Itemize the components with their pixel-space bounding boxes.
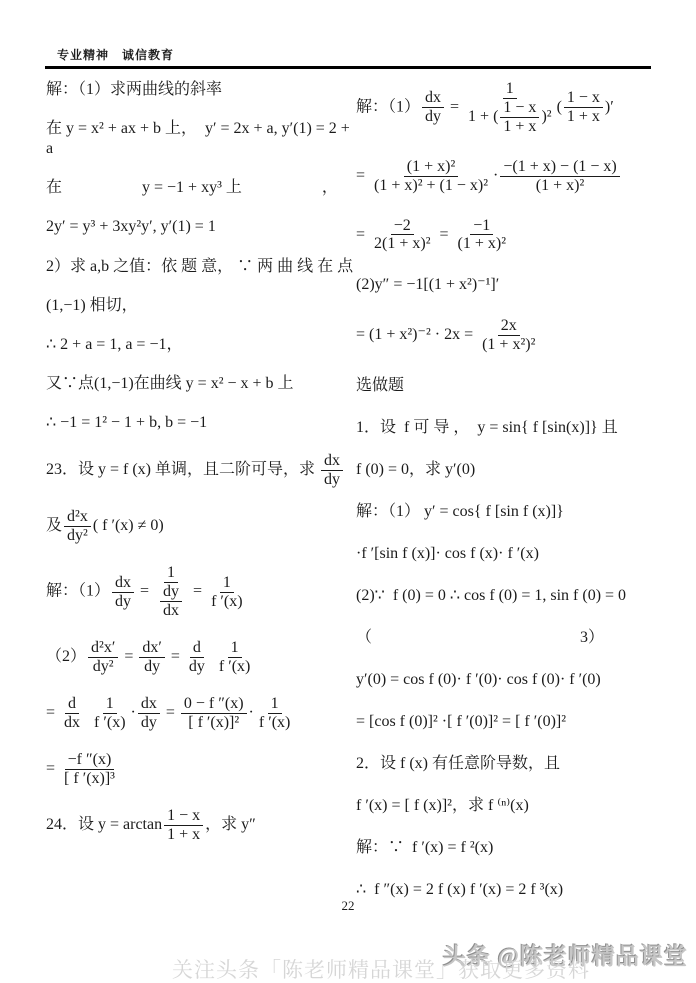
watermark-badge: 头条 @陈老师精品课堂 [442, 944, 688, 969]
fraction: $\frac{1 - x}{1 + x}$ [500, 99, 539, 136]
fraction: $\frac{\text{d²x}}{\text{dy²}}$ [64, 508, 91, 545]
math-line: 2y′ = y³ + 3xy²y′, y′(1) = 1 [46, 218, 216, 236]
math-line: 24．设 y = arctan $\frac{1 - x}{1 + x}$ ，求 y″ [46, 807, 256, 844]
math-line: （2） $\frac{\text{d²x′}}{\text{dy²}}$ = $\frac{dx'}{dy}$ = $\frac{d}{dy}$ $\frac{1}{f '(x)}$ [46, 639, 354, 676]
fraction: $\frac{dx}{dy}$ [422, 89, 444, 126]
math-line: = $\frac{d}{dx}$ $\frac{1}{f '(x)}$ · $\frac{dx}{dy}$ = $\frac{0 - f ''(x)}{\text{[ f ′(x)]²}}$ · $\frac{1}{f '(x)}$ [46, 695, 354, 732]
fraction: $\frac{1 - x}{1 + x}$ [564, 89, 603, 126]
fraction: $\frac{dx}{dy}$ [112, 574, 134, 611]
math-line: 1．设 f 可 导 ， y = sin{ f [sin(x)]} 且 [356, 419, 618, 437]
fraction: $\frac{-(1 + x) - (1 - x)}{\text{(1 + x)²}}$ [500, 158, 619, 195]
math-line: = $\frac{\text{(1 + x)²}}{\text{(1 + x)² + (1 − x)²}}$ · $\frac{-(1 + x) - (1 - x)}{\text{(1 + x)²}}$ [356, 158, 682, 195]
math-line: 解：（1） y′ = cos{ f [sin f (x)]} [356, 503, 564, 521]
math-line: 解：∵ f ′(x) = f ²(x) [356, 838, 494, 856]
math-line: ∴ f ″(x) = 2 f (x) f ′(x) = 2 f ³(x) [356, 880, 564, 898]
fraction: $\frac{dx}{dy}$ [321, 452, 343, 489]
fraction: $\frac{-2}{\text{2(1 + x)²}}$ [374, 216, 431, 253]
fraction: $\frac{1}{f '(x)}$ [218, 639, 251, 676]
math-line: f ′(x) = [ f (x)]²，求 f ⁽ⁿ⁾(x) [356, 796, 529, 814]
math-line: 在 y = x² + ax + b 上， y′ = 2x + a, y′(1) = 2 + a [46, 120, 354, 158]
fraction: $\frac{d}{dx}$ [64, 695, 81, 732]
math-line: f (0) = 0，求 y′(0) [356, 461, 476, 479]
math-line: ∴ 2 + a = 1, a = −1， [46, 335, 183, 353]
math-line: (2)∵ f (0) = 0 ∴ cos f (0) = 1, sin f (0) = 0 [356, 587, 627, 604]
math-line: 及 $\frac{\text{d²x}}{\text{dy²}}$ ( f ′(x) ≠ 0) [46, 508, 164, 545]
fraction: $\frac{2x}{\text{(1 + x²)²}}$ [482, 317, 536, 354]
fraction: $\frac{1}{\frac{dy}{dx}}$ [155, 564, 187, 620]
math-line: 2）求 a,b 之值：依 题 意， ∵ 两 曲 线 在 点 [46, 257, 354, 275]
fraction: $\frac{dx}{dy}$ [138, 695, 160, 732]
watermark-footer: 关注头条「陈老师精品课堂」获取更多资料 [172, 958, 590, 982]
header-slogan: 专业精神 诚信教育 [57, 48, 175, 62]
math-line: 又∵点(1,−1)在曲线 y = x² − x + b 上 [46, 375, 294, 393]
math-line: 解：（1）求两曲线的斜率 [46, 81, 223, 98]
fraction: $\frac{1 - x}{1 + x}$ [164, 807, 203, 844]
fraction: $\frac{dy}{dx}$ [160, 583, 182, 620]
fraction: 1 1 + ( $\frac{1 - x}{1 + x}$ )² [468, 80, 552, 135]
header-rule [45, 66, 651, 69]
math-line: 23．设 y = f (x) 单调，且二阶可导，求 $\frac{dx}{dy}$ [46, 452, 354, 489]
math-line: (1,−1) 相切， [46, 296, 138, 314]
fraction: $\frac{-1}{\text{(1 + x)²}}$ [457, 216, 507, 253]
math-line: ∴ −1 = 1² − 1 + b, b = −1 [46, 414, 208, 432]
math-line: ·f ′[sin f (x)]· cos f (x)· f ′(x) [356, 545, 539, 563]
math-line: y′(0) = cos f (0)· f ′(0)· cos f (0)· f ′(0) [356, 670, 601, 688]
fraction: $\frac{1}{f '(x)}$ [258, 695, 291, 732]
fraction: $\frac{dx'}{dy}$ [139, 639, 165, 676]
page-number: 22 [341, 898, 355, 913]
math-line: = $\frac{-2}{\text{2(1 + x)²}}$ = $\frac{-1}{\text{(1 + x)²}}$ [356, 217, 682, 254]
math-line: = $\frac{-f ''(x)}{\text{[ f ′(x)]³}}$ [46, 751, 354, 788]
fraction: $\frac{\text{d²x′}}{\text{dy²}}$ [88, 639, 118, 676]
math-line: 2．设 f (x) 有任意阶导数，且 [356, 754, 560, 772]
math-line: (2)y″ = −1[(1 + x²)⁻¹]′ [356, 276, 500, 294]
left-column [46, 80, 354, 844]
math-line: （ 3） [356, 628, 605, 646]
fraction: $\frac{d}{dy}$ [188, 639, 205, 676]
fraction: $\frac{\text{(1 + x)²}}{\text{(1 + x)² + (1 − x)²}}$ [374, 157, 489, 194]
fraction: $\frac{1}{f '(x)}$ [94, 695, 126, 732]
math-line: = (1 + x²)⁻² · 2x = $\frac{2x}{\text{(1 + x²)²}}$ [356, 317, 682, 354]
fraction: $\frac{1}{f '(x)}$ [211, 573, 243, 610]
right-column [356, 80, 682, 900]
math-line: 选做题 [356, 377, 405, 395]
math-line: 在 y = −1 + xy³ 上 ， [46, 179, 338, 197]
fraction: $\frac{0 - f ''(x)}{\text{[ f ′(x)]²}}$ [181, 695, 247, 732]
math-line: 解：（1） $\frac{dx}{dy}$ = 1 1 + ( $\frac{1 - x}{1 + x}$ )² ( $\frac{1 - x}{1 + x}$ )′ [356, 80, 614, 135]
fraction: $\frac{-f ''(x)}{\text{[ f ′(x)]³}}$ [64, 751, 115, 788]
math-line: 解：（1） $\frac{dx}{dy}$ = $\frac{1}{\frac{dy}{dx}}$ = $\frac{1}{f '(x)}$ [46, 564, 354, 620]
math-line: = [cos f (0)]² ·[ f ′(0)]² = [ f ′(0)]² [356, 712, 567, 730]
